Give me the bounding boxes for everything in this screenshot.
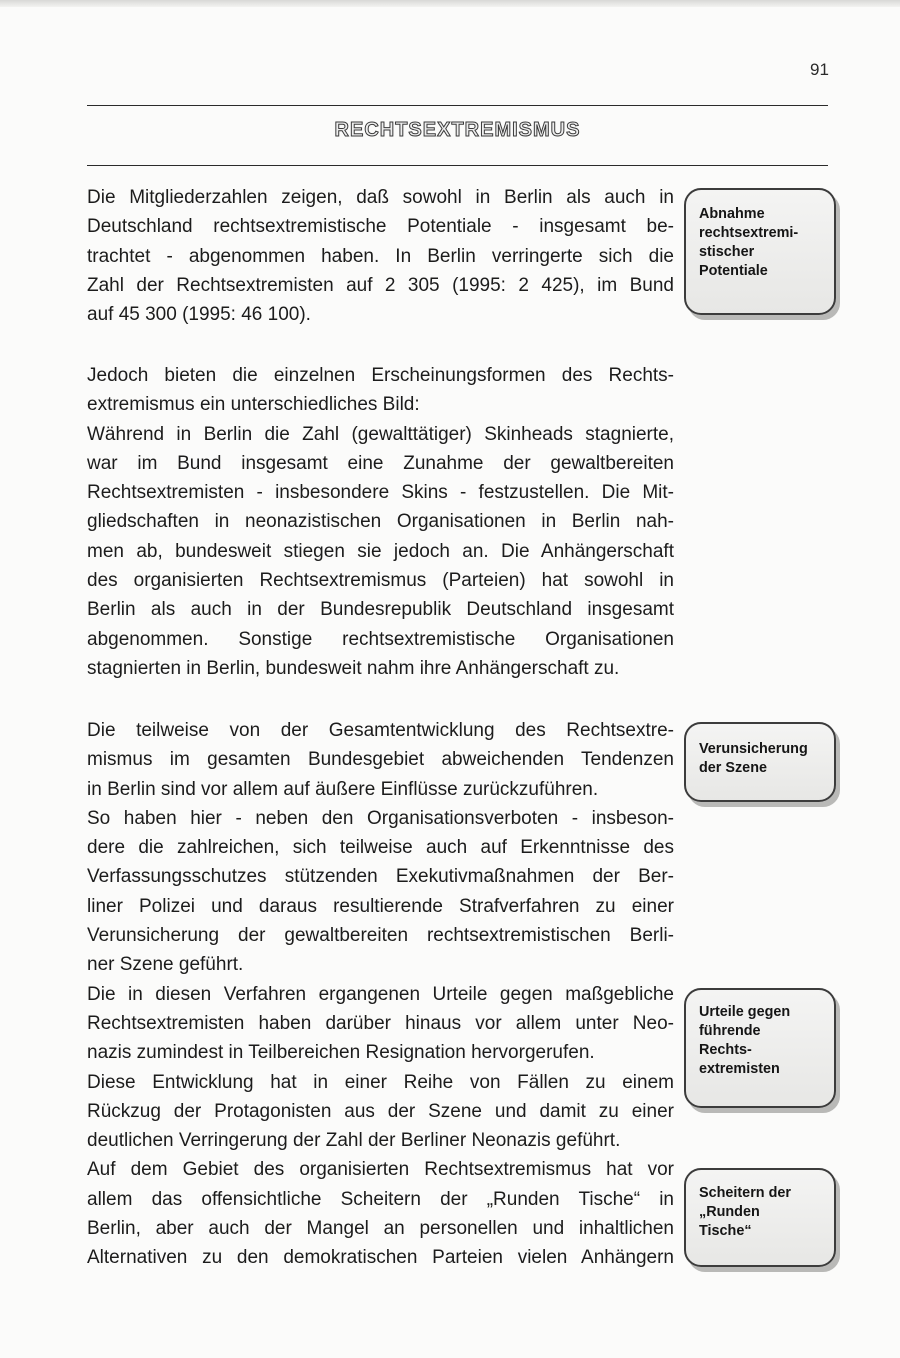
text-line: Auf dem Gebiet des organisierten Rechtsextremismus hat vor (87, 1159, 674, 1181)
text-line: Berlin, aber auch der Mangel an personellen und inhaltlichen (87, 1218, 674, 1240)
paragraph-3 (87, 716, 674, 1273)
text-line: nazis zumindest in Teilbereichen Resignation hervorgerufen. (87, 1042, 595, 1064)
margin-note-line: rechtsextremi- (699, 225, 799, 241)
text-line: Verunsicherung der gewaltbereiten rechtsextremistischen Berli- (87, 925, 674, 947)
text-line: allem das offensichtliche Scheitern der „Runden Tische“ in (87, 1188, 674, 1210)
text-line: in Berlin sind vor allem auf äußere Einflüsse zurückzuführen. (87, 778, 599, 800)
text-line: Zahl der Rechtsextremisten auf 2 305 (1995: 2 425), im Bund (87, 274, 674, 296)
text-line: trachtet - abgenommen haben. In Berlin verringerte sich die (87, 245, 674, 267)
paragraph-1 (87, 183, 674, 329)
margin-note-line: Verunsicherung (699, 741, 808, 757)
text-line: war im Bund insgesamt eine Zunahme der gewaltbereiten (87, 452, 674, 474)
text-line: Die Mitgliederzahlen zeigen, daß sowohl in Berlin als auch in (87, 187, 674, 208)
text-line: Jedoch bieten die einzelnen Erscheinungsformen des Rechts- (87, 365, 674, 386)
margin-note-urteile (684, 988, 836, 1108)
text-line: Alternativen zu den demokratischen Parteien vielen Anhängern (87, 1247, 674, 1269)
header-rule-bottom (87, 165, 828, 166)
paragraph-2 (87, 361, 674, 683)
text-line: abgenommen. Sonstige rechtsextremistische Organisationen (87, 628, 674, 650)
text-line: deutlichen Verringerung der Zahl der Berliner Neonazis geführt. (87, 1130, 621, 1152)
text-line: liner Polizei und daraus resultierende Strafverfahren zu einer (87, 895, 674, 917)
margin-note-line: Urteile gegen (699, 1004, 791, 1020)
margin-note-line: stischer (699, 244, 755, 260)
margin-note-line: Rechts- (699, 1042, 752, 1058)
margin-note-line: extremisten (699, 1061, 780, 1077)
margin-note-abnahme (684, 188, 836, 315)
text-line: Rückzug der Protagonisten aus der Szene und damit zu einer (87, 1100, 674, 1122)
margin-note-scheitern (684, 1168, 836, 1267)
text-line: mismus im gesamten Bundesgebiet abweichenden Tendenzen (87, 749, 674, 771)
text-line: auf 45 300 (1995: 46 100). (87, 304, 311, 326)
text-line: dere die zahlreichen, sich teilweise auch auf Erkenntnisse des (87, 837, 674, 859)
text-line: So haben hier - neben den Organisationsverboten - insbeson- (87, 807, 674, 829)
margin-note-line: Abnahme (699, 206, 765, 222)
margin-note-line: der Szene (699, 760, 767, 776)
text-line: gliedschaften in neonazistischen Organisationen in Berlin nah- (87, 511, 674, 533)
text-line: extremismus ein unterschiedliches Bild: (87, 394, 420, 416)
text-line: men ab, bundesweit stiegen sie jedoch an. Die Anhängerschaft (87, 540, 674, 562)
page-number: 91 (810, 60, 829, 79)
margin-note-line: Scheitern der (699, 1185, 791, 1201)
text-line: Während in Berlin die Zahl (gewalttätiger) Skinheads stagnierte, (87, 423, 674, 445)
text-line: Verfassungsschutzes stützenden Exekutivmaßnahmen der Ber- (87, 866, 674, 888)
text-line: stagnierten in Berlin, bundesweit nahm ihre Anhängerschaft zu. (87, 657, 620, 679)
section-header: RECHTSEXTREMISMUS (334, 119, 581, 141)
margin-note-line: „Runden (699, 1204, 760, 1220)
text-line: Rechtsextremisten - insbesondere Skins - festzustellen. Die Mit- (87, 482, 674, 504)
text-line: Berlin als auch in der Bundesrepublik Deutschland insgesamt (87, 599, 674, 621)
text-line: Die in diesen Verfahren ergangenen Urteile gegen maßgebliche (87, 983, 674, 1005)
margin-note-line: Potentiale (699, 263, 768, 279)
margin-note-verunsicherung (684, 722, 836, 802)
text-line: des organisierten Rechtsextremismus (Parteien) hat sowohl in (87, 570, 674, 592)
page-top-edge (0, 0, 900, 7)
text-line: Deutschland rechtsextremistische Potentiale - insgesamt be- (87, 216, 674, 238)
margin-note-line: Tische“ (699, 1223, 752, 1239)
text-line: Diese Entwicklung hat in einer Reihe von Fällen zu einem (87, 1071, 674, 1093)
margin-note-line: führende (699, 1023, 761, 1039)
text-line: Rechtsextremisten haben darüber hinaus vor allem unter Neo- (87, 1012, 674, 1034)
text-line: Die teilweise von der Gesamtentwicklung des Rechtsextre- (87, 720, 674, 741)
text-line: ner Szene geführt. (87, 954, 244, 976)
header-rule-top (87, 105, 828, 106)
